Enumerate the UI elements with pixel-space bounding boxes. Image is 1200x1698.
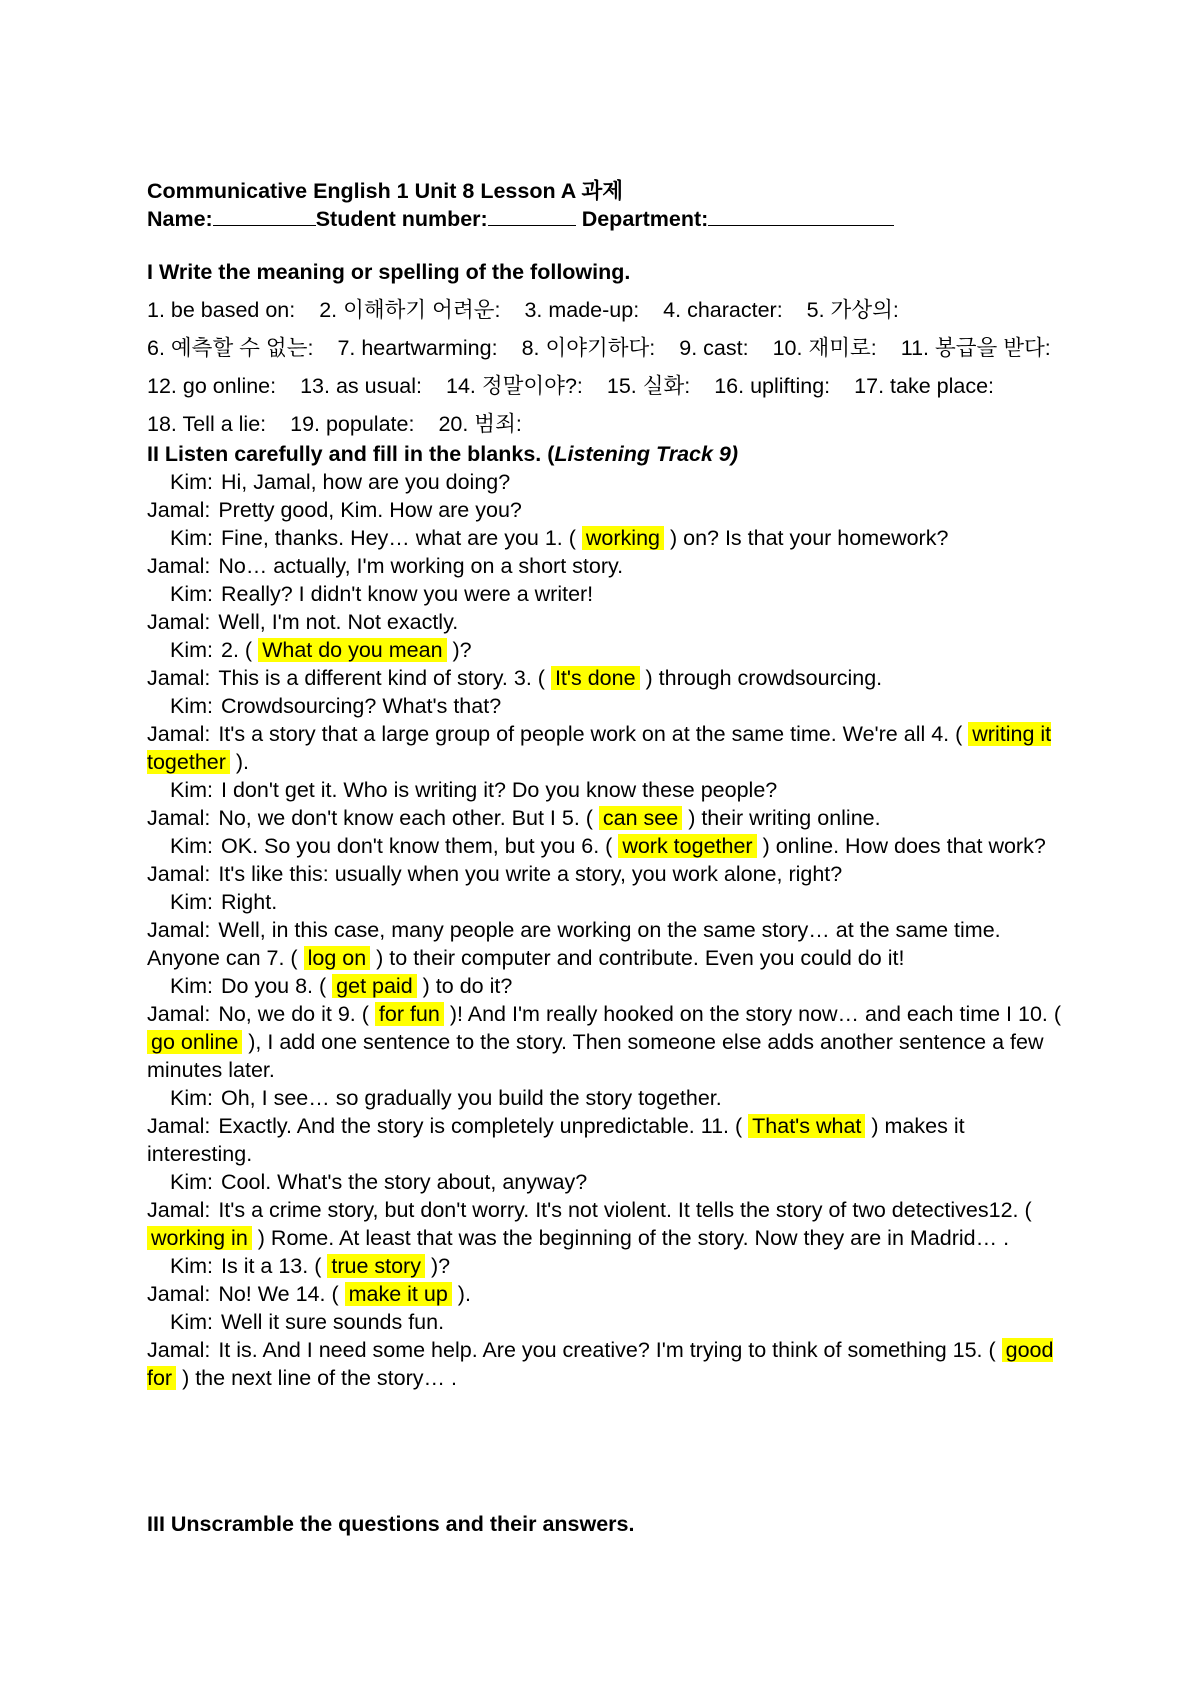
dialogue-line — [147, 1252, 1072, 1280]
vocab-item: 14. 정말이야?: — [446, 374, 583, 398]
speaker-label: Kim: — [170, 1254, 213, 1278]
dialogue-line — [147, 972, 1072, 1000]
line-text: ) Rome. At least that was the beginning of the story. Now they are in Madrid… . — [257, 1226, 1010, 1250]
line-text: )! And I'm really hooked on the story now… and each time I 10. ( — [449, 1002, 1062, 1026]
track-listening: Listening — [554, 442, 650, 466]
line-text: ) makes it interesting. — [147, 1114, 965, 1166]
line-text: ) the next line of the story… . — [182, 1366, 457, 1390]
vocab-item: 5. 가상의: — [806, 298, 899, 322]
line-text: It is. And I need some help. Are you creative? I'm trying to think of something 15. ( — [218, 1338, 996, 1362]
line-text: Fine, thanks. Hey… what are you 1. ( — [221, 526, 576, 550]
name-label: Name: — [147, 207, 213, 231]
speaker-label: Jamal: — [147, 1338, 211, 1362]
student-info-line — [147, 206, 894, 232]
dialogue-line — [147, 916, 1072, 972]
dialogue-line — [147, 636, 1072, 664]
answer-highlight[interactable]: That's what — [748, 1114, 865, 1138]
speaker-label: Kim: — [170, 638, 213, 662]
dialogue-line — [147, 1084, 1072, 1112]
speaker-label: Jamal: — [147, 862, 211, 886]
vocab-item: 9. cast: — [679, 336, 749, 360]
speaker-label: Kim: — [170, 890, 213, 914]
speaker-label: Jamal: — [147, 806, 211, 830]
track-label: Track 9) — [649, 442, 739, 466]
line-text: Is it a 13. ( — [221, 1254, 322, 1278]
line-text: Oh, I see… so gradually you build the story together. — [221, 1086, 722, 1110]
answer-highlight[interactable]: can see — [599, 806, 682, 830]
line-text: It's a story that a large group of people work on at the same time. We're all 4. ( — [218, 722, 963, 746]
vocabulary-list — [147, 291, 1072, 443]
speaker-label: Kim: — [170, 974, 213, 998]
speaker-label: Jamal: — [147, 1282, 211, 1306]
line-text: Well it sure sounds fun. — [221, 1310, 445, 1334]
line-text: Cool. What's the story about, anyway? — [221, 1170, 588, 1194]
line-text: No, we do it 9. ( — [218, 1002, 369, 1026]
dialogue-line — [147, 1000, 1072, 1084]
line-text: I don't get it. Who is writing it? Do you know these people? — [221, 778, 778, 802]
line-text: 2. ( — [221, 638, 253, 662]
line-text: )? — [452, 638, 472, 662]
speaker-label: Kim: — [170, 470, 213, 494]
section-2-title: II Listen carefully and fill in the blanks. — [147, 442, 542, 466]
line-text: Right. — [221, 890, 278, 914]
speaker-label: Jamal: — [147, 722, 211, 746]
department-blank[interactable] — [708, 206, 894, 226]
section-2-heading — [147, 442, 738, 467]
line-text: Hi, Jamal, how are you doing? — [221, 470, 511, 494]
vocab-item: 13. as usual: — [300, 374, 423, 398]
dialogue-line — [147, 664, 1072, 692]
vocab-item: 15. 실화: — [606, 374, 691, 398]
speaker-label: Jamal: — [147, 498, 211, 522]
section-3-heading: III Unscramble the questions and their answers. — [147, 1512, 635, 1536]
line-text: ). — [235, 750, 250, 774]
line-text: )? — [430, 1254, 451, 1278]
dialogue-line — [147, 1308, 1072, 1336]
dialogue-line — [147, 860, 1072, 888]
name-blank[interactable] — [213, 206, 316, 226]
vocab-item: 3. made-up: — [524, 298, 640, 322]
speaker-label: Kim: — [170, 526, 213, 550]
answer-highlight[interactable]: What do you mean — [258, 638, 446, 662]
speaker-label: Jamal: — [147, 610, 211, 634]
vocab-item: 17. take place: — [854, 374, 995, 398]
dialogue-line — [147, 720, 1072, 776]
line-text: Exactly. And the story is completely unpredictable. 11. ( — [218, 1114, 743, 1138]
speaker-label: Jamal: — [147, 554, 211, 578]
dialogue-line — [147, 804, 1072, 832]
speaker-label: Jamal: — [147, 918, 211, 942]
line-text: ) to their computer and contribute. Even you could do it! — [376, 946, 905, 970]
dialogue-line — [147, 832, 1072, 860]
line-text: OK. So you don't know them, but you 6. ( — [221, 834, 613, 858]
dialogue-line — [147, 1168, 1072, 1196]
dialogue-line — [147, 1336, 1072, 1392]
answer-highlight[interactable]: work together — [618, 834, 756, 858]
answer-highlight[interactable]: true story — [327, 1254, 425, 1278]
answer-highlight[interactable]: for fun — [375, 1002, 444, 1026]
vocab-item: 11. 봉급을 받다: — [900, 336, 1051, 360]
line-text: It's a crime story, but don't worry. It's not violent. It tells the story of two detectives12. ( — [218, 1198, 1032, 1222]
dialogue-line — [147, 496, 1072, 524]
dialogue-line — [147, 552, 1072, 580]
vocab-item: 1. be based on: — [147, 298, 296, 322]
answer-highlight[interactable]: It's done — [551, 666, 640, 690]
line-text: Really? I didn't know you were a writer! — [221, 582, 594, 606]
track-open: ( — [547, 442, 555, 466]
vocab-item: 16. uplifting: — [714, 374, 831, 398]
vocab-item: 4. character: — [663, 298, 783, 322]
student-number-label: Student number: — [315, 207, 488, 231]
dialogue-line — [147, 776, 1072, 804]
dialogue-line — [147, 580, 1072, 608]
section-1-heading: I Write the meaning or spelling of the following. — [147, 260, 631, 284]
dialogue — [147, 468, 1072, 1392]
line-text: ) online. How does that work? — [762, 834, 1046, 858]
speaker-label: Jamal: — [147, 666, 211, 690]
line-text: ), I add one sentence to the story. Then someone else adds another sentence a few minutes later. — [147, 1030, 1044, 1082]
speaker-label: Kim: — [170, 834, 213, 858]
dialogue-line — [147, 608, 1072, 636]
answer-highlight[interactable]: go online — [147, 1030, 242, 1054]
vocab-item: 10. 재미로: — [772, 336, 877, 360]
line-text: ) through crowdsourcing. — [645, 666, 883, 690]
line-text: This is a different kind of story. 3. ( — [218, 666, 545, 690]
dialogue-line — [147, 1280, 1072, 1308]
line-text: ) their writing online. — [688, 806, 881, 830]
vocab-item: 12. go online: — [147, 374, 277, 398]
line-text: It's like this: usually when you write a story, you work alone, right? — [218, 862, 843, 886]
answer-highlight[interactable]: working in — [147, 1226, 252, 1250]
line-text: ) on? Is that your homework? — [669, 526, 949, 550]
vocab-item: 6. 예측할 수 없는: — [147, 336, 314, 360]
dialogue-line — [147, 888, 1072, 916]
dialogue-line — [147, 524, 1072, 552]
line-text: No… actually, I'm working on a short story. — [218, 554, 624, 578]
dialogue-line — [147, 692, 1072, 720]
vocab-item: 8. 이야기하다: — [521, 336, 656, 360]
speaker-label: Kim: — [170, 778, 213, 802]
line-text: Well, in this case, many people are working on the same story… at the same time. Anyone can 7. ( — [147, 918, 1001, 970]
speaker-label: Jamal: — [147, 1002, 211, 1026]
dialogue-line — [147, 468, 1072, 496]
line-text: Well, I'm not. Not exactly. — [218, 610, 459, 634]
line-text: ) to do it? — [422, 974, 513, 998]
answer-highlight[interactable]: good for — [147, 1338, 1054, 1390]
line-text: ). — [457, 1282, 471, 1306]
student-number-blank[interactable] — [488, 206, 576, 226]
line-text: Crowdsourcing? What's that? — [221, 694, 502, 718]
speaker-label: Jamal: — [147, 1114, 211, 1138]
speaker-label: Kim: — [170, 1310, 213, 1334]
vocab-item: 18. Tell a lie: — [147, 412, 267, 436]
speaker-label: Kim: — [170, 1170, 213, 1194]
department-label: Department: — [581, 207, 709, 231]
speaker-label: Kim: — [170, 582, 213, 606]
speaker-label: Kim: — [170, 1086, 213, 1110]
speaker-label: Kim: — [170, 694, 213, 718]
line-text: Pretty good, Kim. How are you? — [218, 498, 522, 522]
answer-highlight[interactable]: writing it together — [147, 722, 1052, 774]
vocab-item: 19. populate: — [290, 412, 415, 436]
line-text: Do you 8. ( — [221, 974, 327, 998]
dialogue-line — [147, 1196, 1072, 1252]
vocab-item: 20. 범죄: — [438, 412, 522, 436]
vocab-item: 7. heartwarming: — [337, 336, 498, 360]
line-text: No, we don't know each other. But I 5. ( — [218, 806, 593, 830]
vocab-item: 2. 이해하기 어려운: — [319, 298, 501, 322]
answer-highlight[interactable]: get paid — [332, 974, 417, 998]
answer-highlight[interactable]: log on — [304, 946, 371, 970]
line-text: No! We 14. ( — [218, 1282, 339, 1306]
answer-highlight[interactable]: make it up — [345, 1282, 452, 1306]
worksheet-title: Communicative English 1 Unit 8 Lesson A 과제 — [147, 179, 623, 203]
speaker-label: Jamal: — [147, 1198, 211, 1222]
dialogue-line — [147, 1112, 1072, 1168]
answer-highlight[interactable]: working — [582, 526, 664, 550]
